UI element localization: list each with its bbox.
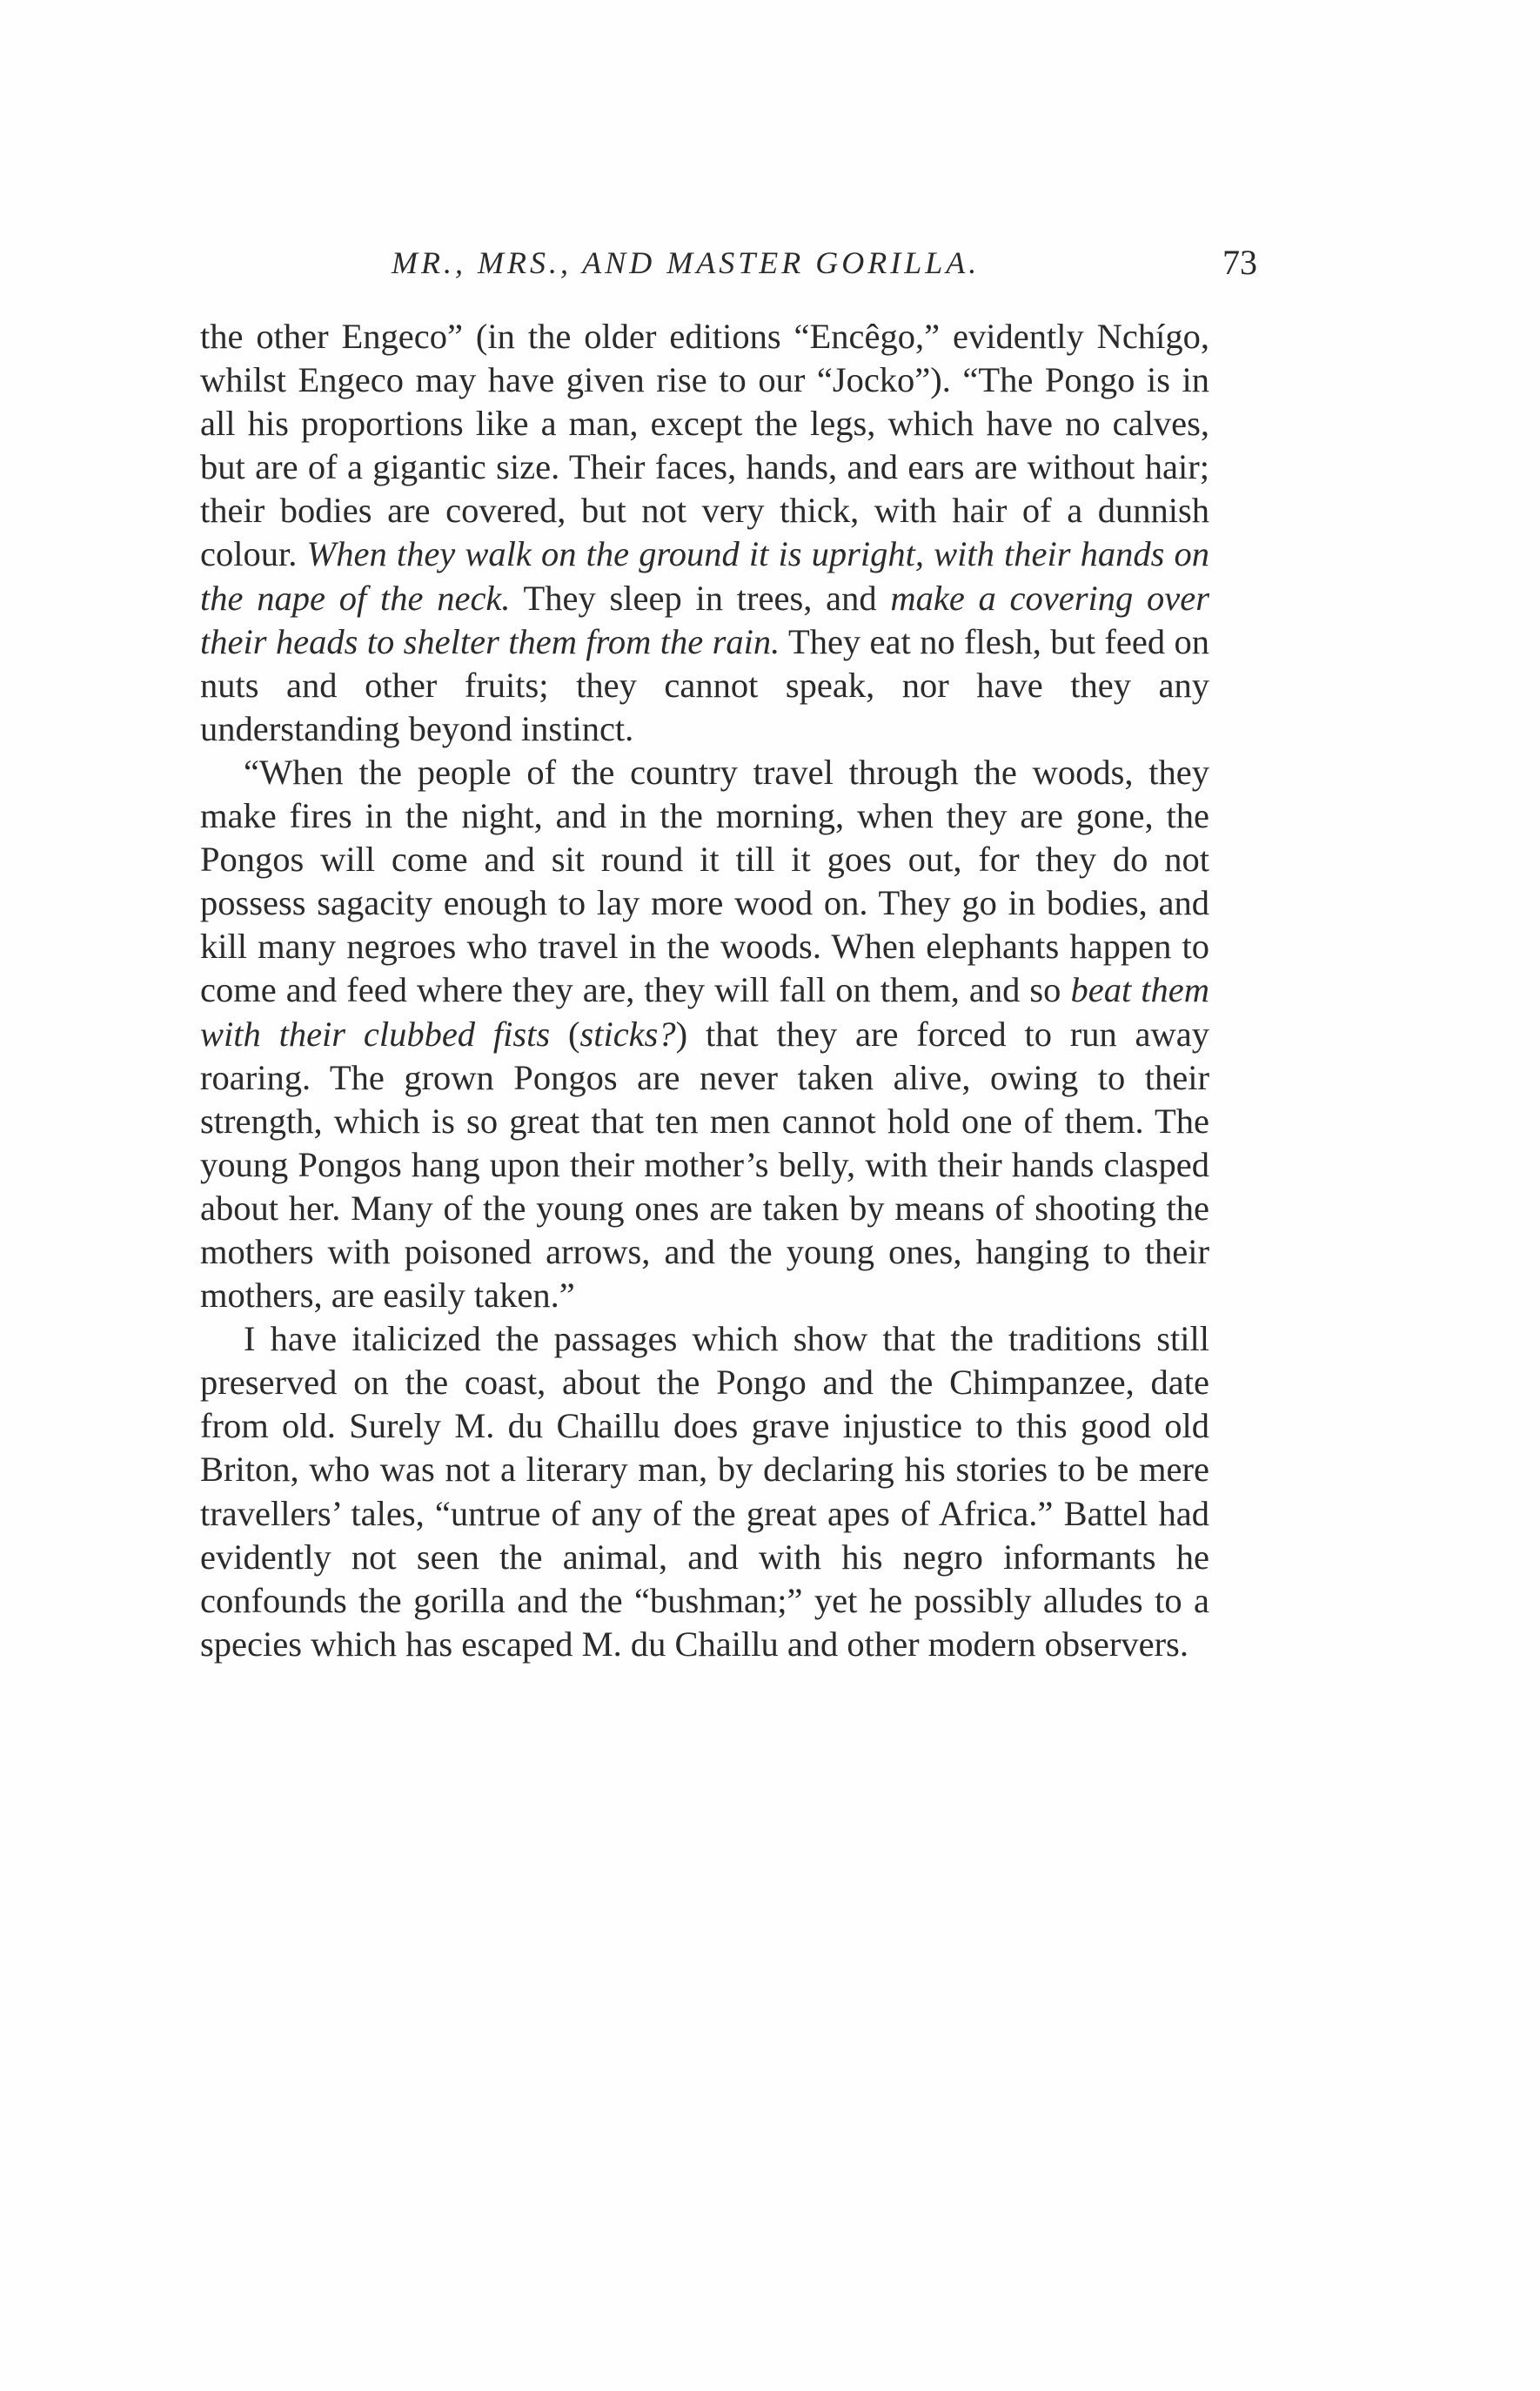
italic-passage: make a covering over their heads to shelter them from the rain. [200, 578, 1209, 661]
running-head [200, 237, 1257, 289]
paragraph [200, 751, 1209, 1317]
text-run: ) that they are forced to run away roaring. The grown Pongos are never taken alive, owing to their strength, which is so great that ten men cannot hold one of them. The young Pongos hang upon their mother’s belly, with their hands clasped about her. Many of the young ones are taken by means of shooting the mothers with poisoned arrows, and the young ones, hanging to their mothers, are easily taken.” [200, 1014, 1209, 1316]
text-run: They eat no flesh, but feed on nuts and other fruits; they cannot speak, nor have they any understanding beyond instinct. [200, 621, 1210, 748]
body-text [200, 315, 1209, 1666]
text-run: I have italicized the passages which show that the traditions still preserved on the coast, about the Pongo and the Chimpanzee, date from old. Surely M. du Chaillu does grave injustice to this good old Briton, who was not a literary man, by declaring his stories to be mere travellers’ tales, “untrue of any of the great apes of Africa.” Battel had evidently not seen the animal, and with his negro informants he confounds the gorilla and the “bushman;” yet he possibly alludes to a species which has escaped M. du Chaillu and other modern observers. [200, 1319, 1209, 1664]
text-run: the other Engeco” (in the older editions “Encêgo,” evidently Nchígo, whilst Engeco may have given rise to our “Jocko”). “The Pongo is in all his proportions like a man, except the legs, which have no calves, but are of a gigantic size. Their faces, hands, and ears are without hair; their bodies are covered, but not very thick, with hair of a dunnish colour. [200, 317, 1209, 574]
page-number: 73 [1222, 243, 1257, 282]
italic-passage: sticks? [579, 1014, 676, 1054]
paragraph [200, 1317, 1209, 1666]
text-run: They sleep in trees, and [510, 578, 891, 618]
italic-passage: When they walk on the ground it is upright, with their hands on the nape of the neck. [200, 534, 1209, 618]
italic-passage: beat them with their clubbed fists [200, 970, 1209, 1054]
text-run: ( [550, 1014, 580, 1054]
paragraph [200, 315, 1209, 751]
text-run: “When the people of the country travel through the woods, they make fires in the night, and in the morning, when they are gone, the Pongos will come and sit round it till it goes out, for they do not possess sagacity enough to lay more wood on. They go in bodies, and kill many negroes who travel in the woods. When elephants happen to come and feed where they are, they will fall on them, and so [200, 752, 1209, 1010]
running-title: MR., MRS., AND MASTER GORILLA. [392, 245, 981, 280]
